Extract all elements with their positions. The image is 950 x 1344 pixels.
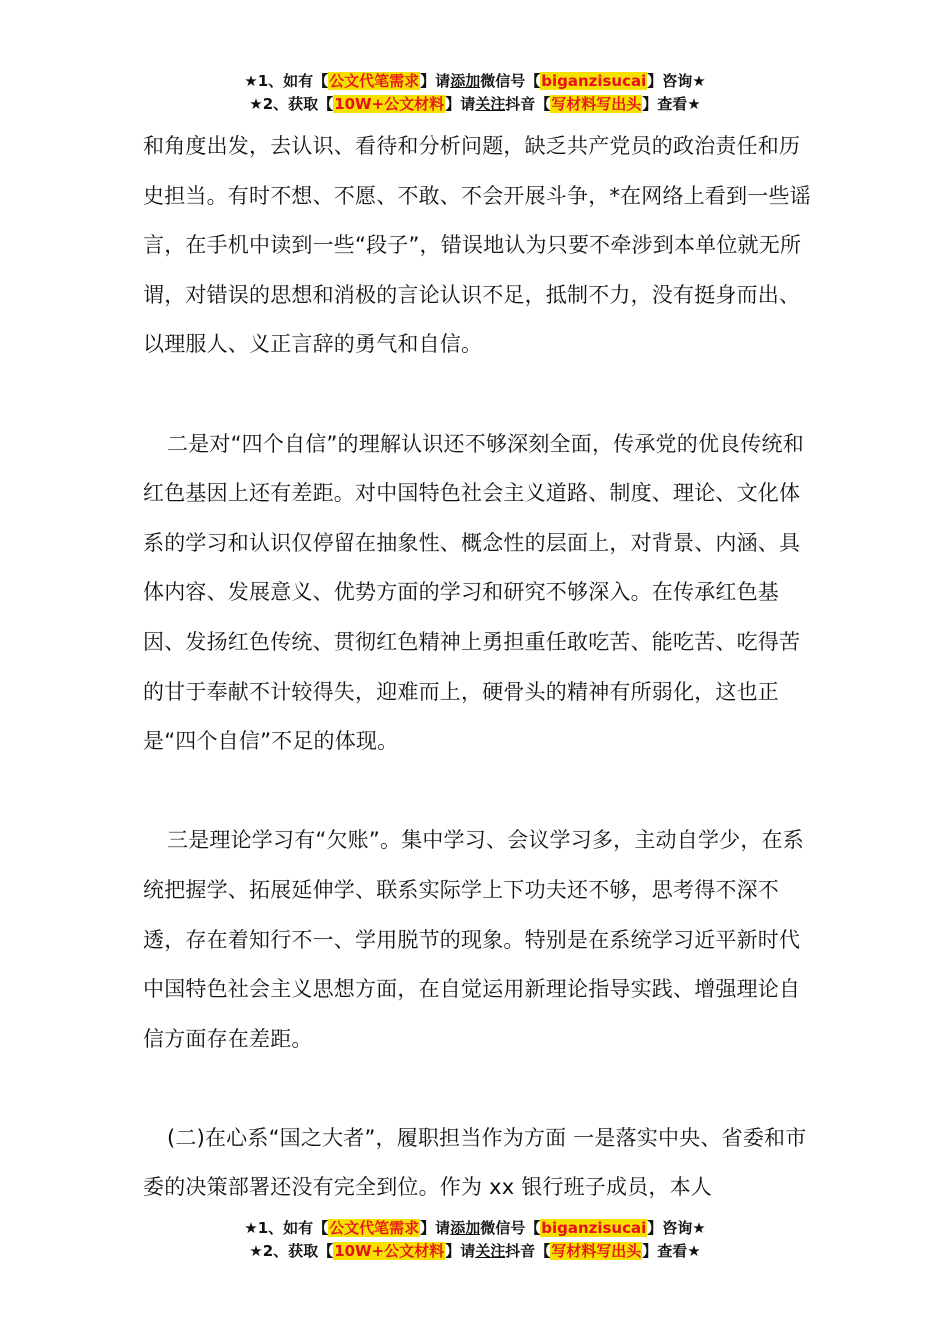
paragraph-gap	[143, 767, 813, 817]
paragraph-2: 二是对“四个自信”的理解认识还不够深刻全面，传承党的优良传统和红色基因上还有差距。对中国特色社会主义道路、制度、理论、文化体系的学习和认识仅停留在抽象性、概念性的层面上，对背景、内涵、具体内容、发展意义、优势方面的学习和研究不够深入。在传承红色基因、发扬红色传统、贯彻红色精神上勇担重任敢吃苦、能吃苦、吃得苦的甘于奉献不计较得失，迎难而上，硬骨头的精神有所弱化，这也正是“四个自信”不足的体现。	[143, 431, 804, 754]
banner-text: 微信号【	[480, 72, 541, 90]
footer-banner	[0, 1217, 950, 1263]
highlight-service: 公文代笔需求	[329, 72, 420, 90]
underlined-text: 关注	[475, 95, 506, 113]
banner-text: ★1、如有【	[244, 1219, 329, 1237]
banner-text: ★2、获取【	[249, 1242, 334, 1260]
banner-text: 抖音【	[505, 95, 551, 113]
document-body	[143, 122, 813, 1213]
banner-text: 】请	[445, 1242, 476, 1260]
underlined-text: 添加	[450, 1219, 481, 1237]
paragraph-1: 和角度出发，去认识、看待和分析问题，缺乏共产党员的政治责任和历史担当。有时不想、不愿、不敢、不会开展斗争，*在网络上看到一些谣言，在手机中读到一些“段子”，错误地认为只要不牵涉到本单位就无所谓，对错误的思想和消极的言论认识不足，抵制不力，没有挺身而出、以理服人、义正言辞的勇气和自信。	[143, 134, 811, 357]
paragraph-4: (二)在心系“国之大者”，履职担当作为方面 一是落实中央、省委和市委的决策部署还没有完全到位。作为 xx 银行班子成员，本人	[143, 1125, 807, 1200]
highlight-douyin-account: 写材料写出头	[551, 1242, 642, 1260]
banner-text: 微信号【	[480, 1219, 541, 1237]
banner-line-2	[0, 93, 950, 116]
paragraph-3: 三是理论学习有“欠账”。集中学习、会议学习多，主动自学少，在系统把握学、拓展延伸学、联系实际学上下功夫还不够，思考得不深不透，存在着知行不一、学用脱节的现象。特别是在系统学习近平新时代中国特色社会主义思想方面，在自觉运用新理论指导实践、增强理论自信方面存在差距。	[143, 828, 804, 1051]
banner-text: 】请	[420, 1219, 451, 1237]
banner-text: ★1、如有【	[244, 72, 329, 90]
banner-text: 】查看★	[642, 95, 701, 113]
highlight-materials: 10W+公文材料	[334, 1242, 445, 1260]
banner-text: 】查看★	[642, 1242, 701, 1260]
highlight-wechat-id: biganzisucai	[541, 72, 647, 90]
underlined-text: 添加	[450, 72, 481, 90]
underlined-text: 关注	[475, 1242, 506, 1260]
paragraph-gap	[143, 1064, 813, 1114]
highlight-wechat-id: biganzisucai	[541, 1219, 647, 1237]
banner-line-1	[0, 70, 950, 93]
banner-text: ★2、获取【	[249, 95, 334, 113]
banner-text: 】请	[420, 72, 451, 90]
banner-text: 抖音【	[505, 1242, 551, 1260]
banner-text: 】咨询★	[647, 1219, 706, 1237]
banner-line-2	[0, 1240, 950, 1263]
highlight-materials: 10W+公文材料	[334, 95, 445, 113]
highlight-service: 公文代笔需求	[329, 1219, 420, 1237]
highlight-douyin-account: 写材料写出头	[551, 95, 642, 113]
banner-line-1	[0, 1217, 950, 1240]
header-banner	[0, 70, 950, 116]
paragraph-gap	[143, 370, 813, 420]
banner-text: 】请	[445, 95, 476, 113]
banner-text: 】咨询★	[647, 72, 706, 90]
